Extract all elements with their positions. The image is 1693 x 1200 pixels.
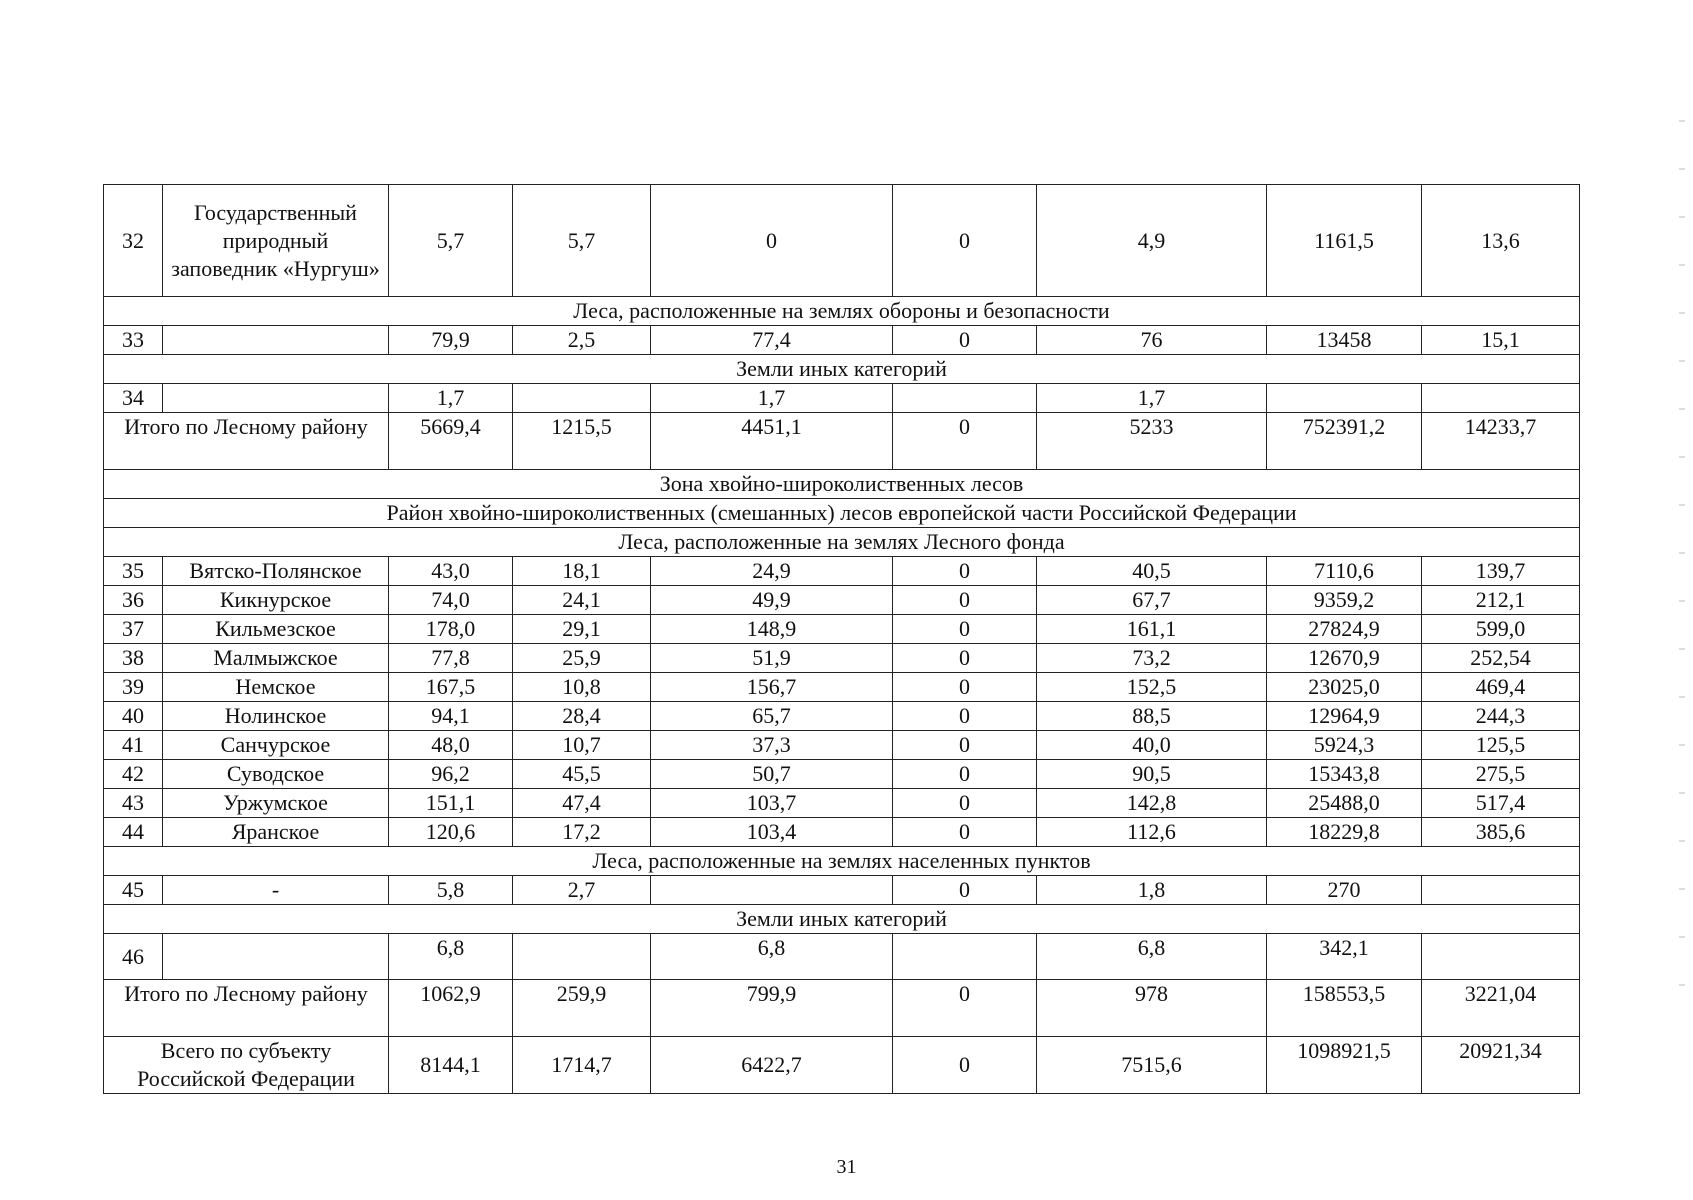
- cell: 212,1: [1422, 586, 1580, 615]
- cell: 517,4: [1422, 789, 1580, 818]
- cell: 40,0: [1037, 731, 1267, 760]
- cell: 161,1: [1037, 615, 1267, 644]
- cell: 73,2: [1037, 644, 1267, 673]
- cell: 1062,9: [389, 980, 513, 1037]
- cell: 178,0: [389, 615, 513, 644]
- row-number: 32: [104, 185, 163, 297]
- row-number: 39: [104, 673, 163, 702]
- row-number: 38: [104, 644, 163, 673]
- section-header-row: [104, 905, 1580, 934]
- cell: 9359,2: [1267, 586, 1422, 615]
- cell: [651, 876, 893, 905]
- table-row: [104, 876, 1580, 905]
- scan-edge-marks: [1679, 120, 1685, 1020]
- table-body: [104, 185, 1580, 1094]
- table-row: [104, 326, 1580, 355]
- cell: 259,9: [513, 980, 651, 1037]
- cell: [1267, 384, 1422, 413]
- table-row: [104, 644, 1580, 673]
- row-name: Суводское: [163, 760, 389, 789]
- cell: 0: [893, 185, 1037, 297]
- row-name: Немское: [163, 673, 389, 702]
- section-title: Леса, расположенные на землях населенных пунктов: [104, 847, 1580, 876]
- cell: 15,1: [1422, 326, 1580, 355]
- cell: 151,1: [389, 789, 513, 818]
- row-number: 41: [104, 731, 163, 760]
- cell: 20921,34: [1422, 1037, 1580, 1094]
- row-name: Малмыжское: [163, 644, 389, 673]
- cell: 244,3: [1422, 702, 1580, 731]
- section-header-row: [104, 355, 1580, 384]
- cell: [893, 384, 1037, 413]
- section-title: Леса, расположенные на землях обороны и безопасности: [104, 297, 1580, 326]
- cell: 2,5: [513, 326, 651, 355]
- cell: 13,6: [1422, 185, 1580, 297]
- table-row: [104, 557, 1580, 586]
- cell: 0: [893, 702, 1037, 731]
- cell: 275,5: [1422, 760, 1580, 789]
- cell: 7110,6: [1267, 557, 1422, 586]
- cell: 469,4: [1422, 673, 1580, 702]
- table-row: [104, 934, 1580, 980]
- cell: 1098921,5: [1267, 1037, 1422, 1094]
- cell: 5,7: [389, 185, 513, 297]
- cell: 599,0: [1422, 615, 1580, 644]
- row-name: -: [163, 876, 389, 905]
- row-name: [163, 934, 389, 980]
- cell: 48,0: [389, 731, 513, 760]
- cell: 24,9: [651, 557, 893, 586]
- cell: 10,7: [513, 731, 651, 760]
- cell: 752391,2: [1267, 413, 1422, 470]
- cell: 18,1: [513, 557, 651, 586]
- page-number: 31: [836, 1156, 857, 1178]
- cell: 88,5: [1037, 702, 1267, 731]
- section-header-row: [104, 297, 1580, 326]
- table-row: [104, 586, 1580, 615]
- cell: 5,7: [513, 185, 651, 297]
- cell: 0: [893, 818, 1037, 847]
- row-name: Яранское: [163, 818, 389, 847]
- cell: 0: [893, 673, 1037, 702]
- cell: 18229,8: [1267, 818, 1422, 847]
- cell: 37,3: [651, 731, 893, 760]
- cell: 112,6: [1037, 818, 1267, 847]
- section-title: Зона хвойно-широколиственных лесов: [104, 470, 1580, 499]
- row-number: 35: [104, 557, 163, 586]
- cell: 0: [893, 876, 1037, 905]
- cell: 14233,7: [1422, 413, 1580, 470]
- cell: 74,0: [389, 586, 513, 615]
- cell: 49,9: [651, 586, 893, 615]
- cell: [513, 384, 651, 413]
- cell: [893, 934, 1037, 980]
- row-name: Кильмезское: [163, 615, 389, 644]
- cell: 6422,7: [651, 1037, 893, 1094]
- cell: 1,7: [389, 384, 513, 413]
- grand-total-label: Всего по субъекту Российской Федерации: [104, 1037, 389, 1094]
- cell: 0: [893, 586, 1037, 615]
- section-title: Земли иных категорий: [104, 905, 1580, 934]
- table-row: [104, 673, 1580, 702]
- row-name: Вятско-Полянское: [163, 557, 389, 586]
- cell: 5,8: [389, 876, 513, 905]
- cell: 28,4: [513, 702, 651, 731]
- cell: 94,1: [389, 702, 513, 731]
- cell: 0: [893, 731, 1037, 760]
- cell: 24,1: [513, 586, 651, 615]
- cell: 27824,9: [1267, 615, 1422, 644]
- cell: 0: [893, 980, 1037, 1037]
- cell: 76: [1037, 326, 1267, 355]
- subtotal-label: Итого по Лесному району: [104, 413, 389, 470]
- cell: 65,7: [651, 702, 893, 731]
- cell: 167,5: [389, 673, 513, 702]
- cell: 978: [1037, 980, 1267, 1037]
- forest-area-table: [103, 184, 1580, 1094]
- cell: 0: [893, 557, 1037, 586]
- cell: 79,9: [389, 326, 513, 355]
- row-number: 40: [104, 702, 163, 731]
- cell: 270: [1267, 876, 1422, 905]
- cell: 125,5: [1422, 731, 1580, 760]
- cell: 342,1: [1267, 934, 1422, 980]
- cell: 120,6: [389, 818, 513, 847]
- section-title: Леса, расположенные на землях Лесного фонда: [104, 528, 1580, 557]
- cell: 5233: [1037, 413, 1267, 470]
- table-row: [104, 384, 1580, 413]
- cell: 799,9: [651, 980, 893, 1037]
- row-name: Нолинское: [163, 702, 389, 731]
- table-row: [104, 760, 1580, 789]
- cell: 1714,7: [513, 1037, 651, 1094]
- table-row: [104, 789, 1580, 818]
- row-number: 44: [104, 818, 163, 847]
- cell: 45,5: [513, 760, 651, 789]
- section-header-row: [104, 528, 1580, 557]
- row-number: 42: [104, 760, 163, 789]
- district-header-row: [104, 499, 1580, 528]
- cell: 6,8: [651, 934, 893, 980]
- cell: 1161,5: [1267, 185, 1422, 297]
- cell: 7515,6: [1037, 1037, 1267, 1094]
- subtotal-row: [104, 980, 1580, 1037]
- cell: 1215,5: [513, 413, 651, 470]
- zone-header-row: [104, 470, 1580, 499]
- cell: 1,8: [1037, 876, 1267, 905]
- cell: 139,7: [1422, 557, 1580, 586]
- cell: 15343,8: [1267, 760, 1422, 789]
- cell: 0: [893, 789, 1037, 818]
- cell: 5924,3: [1267, 731, 1422, 760]
- cell: 10,8: [513, 673, 651, 702]
- table-row: [104, 615, 1580, 644]
- cell: 96,2: [389, 760, 513, 789]
- cell: 0: [651, 185, 893, 297]
- row-number: 34: [104, 384, 163, 413]
- row-number: 46: [104, 934, 163, 980]
- cell: 29,1: [513, 615, 651, 644]
- cell: 156,7: [651, 673, 893, 702]
- cell: 25488,0: [1267, 789, 1422, 818]
- grand-total-row: [104, 1037, 1580, 1094]
- cell: [1422, 384, 1580, 413]
- cell: 142,8: [1037, 789, 1267, 818]
- cell: 67,7: [1037, 586, 1267, 615]
- row-number: 36: [104, 586, 163, 615]
- cell: 0: [893, 760, 1037, 789]
- table-row: [104, 702, 1580, 731]
- cell: [1422, 934, 1580, 980]
- table-row: [104, 185, 1580, 297]
- cell: 25,9: [513, 644, 651, 673]
- row-name: Санчурское: [163, 731, 389, 760]
- cell: [1422, 876, 1580, 905]
- cell: 13458: [1267, 326, 1422, 355]
- cell: 0: [893, 326, 1037, 355]
- table-row: [104, 731, 1580, 760]
- cell: 43,0: [389, 557, 513, 586]
- section-header-row: [104, 847, 1580, 876]
- subtotal-row: [104, 413, 1580, 470]
- cell: 1,7: [1037, 384, 1267, 413]
- cell: 0: [893, 413, 1037, 470]
- row-number: 43: [104, 789, 163, 818]
- table-row: [104, 818, 1580, 847]
- cell: 47,4: [513, 789, 651, 818]
- cell: 77,4: [651, 326, 893, 355]
- cell: 103,7: [651, 789, 893, 818]
- cell: 3221,04: [1422, 980, 1580, 1037]
- cell: 17,2: [513, 818, 651, 847]
- row-number: 37: [104, 615, 163, 644]
- cell: 152,5: [1037, 673, 1267, 702]
- cell: 2,7: [513, 876, 651, 905]
- cell: 252,54: [1422, 644, 1580, 673]
- cell: 8144,1: [389, 1037, 513, 1094]
- cell: 0: [893, 644, 1037, 673]
- cell: 12670,9: [1267, 644, 1422, 673]
- row-name: [163, 326, 389, 355]
- cell: 51,9: [651, 644, 893, 673]
- section-title: Земли иных категорий: [104, 355, 1580, 384]
- row-name: Кикнурское: [163, 586, 389, 615]
- cell: 23025,0: [1267, 673, 1422, 702]
- cell: 90,5: [1037, 760, 1267, 789]
- row-name: Уржумское: [163, 789, 389, 818]
- section-title: Район хвойно-широколиственных (смешанных) лесов европейской части Российской Федерации: [104, 499, 1580, 528]
- cell: 4451,1: [651, 413, 893, 470]
- cell: 148,9: [651, 615, 893, 644]
- row-name: [163, 384, 389, 413]
- subtotal-label: Итого по Лесному району: [104, 980, 389, 1037]
- cell: [513, 934, 651, 980]
- cell: 1,7: [651, 384, 893, 413]
- cell: 158553,5: [1267, 980, 1422, 1037]
- cell: 40,5: [1037, 557, 1267, 586]
- cell: 77,8: [389, 644, 513, 673]
- cell: 4,9: [1037, 185, 1267, 297]
- cell: 103,4: [651, 818, 893, 847]
- row-name: Государственный природный заповедник «Нургуш»: [163, 185, 389, 297]
- row-number: 45: [104, 876, 163, 905]
- cell: 12964,9: [1267, 702, 1422, 731]
- cell: 6,8: [389, 934, 513, 980]
- cell: 0: [893, 1037, 1037, 1094]
- cell: 0: [893, 615, 1037, 644]
- cell: 6,8: [1037, 934, 1267, 980]
- cell: 385,6: [1422, 818, 1580, 847]
- row-number: 33: [104, 326, 163, 355]
- cell: 50,7: [651, 760, 893, 789]
- cell: 5669,4: [389, 413, 513, 470]
